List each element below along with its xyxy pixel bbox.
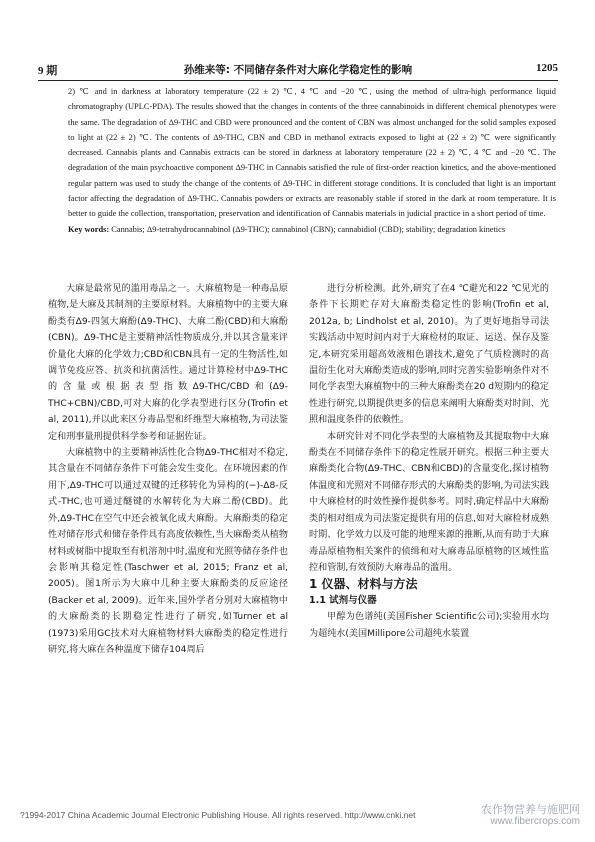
paragraph: 大麻植物中的主要精神活性化合物Δ9-THC相对不稳定,其含量在不同储存条件下可能会发生变化。在环境因素的作用下,Δ9-THC可以通过双键的迁移转化为异构的(−)-Δ8-反式-THC,也可通过醚键的水解转化为大麻二酚(CBD)。此外,Δ9-THC在空气中还会被氧化成大麻酚。大麻酚类的稳定性对储存形式和储存条件具有高度依赖性,当大麻酚类从植物材料或树脂中提取至有机溶剂中时,温度和光照等储存条件也会影响其稳定性(Taschwer et al, 2015; Franz et al, 2005)。图1所示为大麻中几种主要大麻酚类的反应途径(Backer et al, 2009)。近年来,国外学者分别对大麻植物中的大麻酚类的长期稳定性进行了研究,如Turner et al (1973)采用GC技术对大麻植物材料大麻酚类的稳定性进行研究,将大麻在各种温度下储存104周后 xyxy=(48,448,288,655)
page-footer xyxy=(20,802,580,842)
watermark-title: 农作物营养与施肥网 xyxy=(481,804,580,816)
keywords-label: Key words: xyxy=(68,224,110,234)
paragraph: 大麻是最常见的滥用毒品之一。大麻植物是一种毒品原植物,是大麻及其制剂的主要原材料。大麻植物中的主要大麻酚类有Δ9-四氢大麻酚(Δ9-THC)、大麻二酚(CBD)和大麻酚(CBN)。Δ9-THC是主要精神活性物质成分,并以其含量来评价量化大麻的化学效力;CBD和CBN具有一定的生物活性,如调节免疫应答、抗炎和抗菌活性。通过计算检材中Δ9-THC的含量或根据表型指数Δ9-THC/CBD和(Δ9-THC+CBN)/CBD,可对大麻的化学表型进行区分(Trofin et al, 2011),并以此来区分毒品型和纤维型大麻植物,为司法鉴定和刑事量刑提供科学参考和证据佐证。 xyxy=(48,284,288,442)
watermark-url: www.fibercrops.com xyxy=(490,816,580,827)
subsection-heading: 1.1 试剂与仪器 xyxy=(309,594,377,606)
keywords-text: Cannabis; Δ9-tetrahydrocannabinol (Δ9-THC); cannabinol (CBN); cannabidiol (CBD); stability; degradation kinetics xyxy=(109,224,506,234)
paragraph: 本研究针对不同化学表型的大麻植物及其提取物中大麻酚类在不同储存条件下的稳定性展开研究。根据三种主要大麻酚类化合物(Δ9-THC、CBN和CBD)的含量变化,探讨植物体温度和光照对不同储存形式的大麻酚类的影响,为司法实践中大麻检材的时效性操作提供参考。同时,确定样品中大麻酚类的相对组成为司法鉴定提供有用的信息,如对大麻检材成熟时期、化学效力以及可能的地理来源的推断,从而有助于大麻毒品原植物相关案件的侦缉和对大麻毒品原植物的区域性监控和管制,有效预防大麻毒品的滥用。 xyxy=(309,431,549,573)
abstract-text: 2) ℃ and in darkness at laboratory temperature (22 ± 2) ℃, 4 ℃ and −20 ℃, using the method of ultra-high performance liquid chromatography (UPLC-PDA). The results showed that the changes in contents of the three cannabinoids in different chemical phenotypes were the same. The degradation of Δ9-THC and CBD were pronounced and the content of CBN was almost unchanged for the solid samples exposed to light at (22 ± 2) ℃. The contents of Δ9-THC, CBN and CBD in methanol extracts exposed to light at (22 ± 2) ℃ were significantly decreased. Cannabis plants and Cannabis extracts can be stored in darkness at laboratory temperature (22 ± 2) ℃, 4 ℃ and −20 ℃. The degradation of the main psychoactive component Δ9-THC in Cannabis satisfied the rule of first-order reaction kinetics, and the above-mentioned regular pattern was used to study the change of the contents of Δ9-THC in different storage conditions. It is concluded that light is an important factor affecting the degradation of Δ9-THC. Cannabis powders or extracts are reasonably stable if stored in the dark at room temperature. It is better to guide the collection, transportation, preservation and identification of Cannabis materials in judicial practice in a short period of time. xyxy=(68,87,556,219)
english-abstract xyxy=(68,84,556,237)
keywords xyxy=(68,222,556,237)
paragraph: 甲醇为色谱纯(美国Fisher Scientific公司);实验用水均为超纯水(美国Millipore公司超纯水装置 xyxy=(309,612,549,639)
section-heading: 1 仪器、材料与方法 xyxy=(309,577,418,592)
body-column-right xyxy=(309,281,549,642)
running-header xyxy=(38,62,558,81)
paragraph: 进行分析检测。此外,研究了在4 ℃避光和22 ℃见光的条件下长期贮存对大麻酚类稳定性的影响(Trofin et al, 2012a, b; Lindholst et al, 2010)。为了更好地指导司法实践活动中短时间内对于大麻检材的取证、运送、保存及鉴定,本研究采用超高效液相色谱技术,避免了气质检测时的高温衍生化对大麻酚类造成的影响,同时完善实验影响条件对不同化学表型大麻植物中的三种大麻酚类在20 d短期内的稳定性进行研究,以期提供更多的信息来阐明大麻酚类对时间、光照和温度条件的依赖性。 xyxy=(309,284,549,426)
body-column-left xyxy=(48,281,288,658)
page-number: 1205 xyxy=(536,62,558,74)
watermark xyxy=(481,804,580,828)
running-title: 孙维来等: 不同储存条件对大麻化学稳定性的影响 xyxy=(183,64,413,76)
copyright-notice: ?1994-2017 China Academic Journal Electronic Publishing House. All rights reserved. http://www.cnki.net xyxy=(20,810,416,820)
issue-number: 9 期 xyxy=(38,65,58,77)
